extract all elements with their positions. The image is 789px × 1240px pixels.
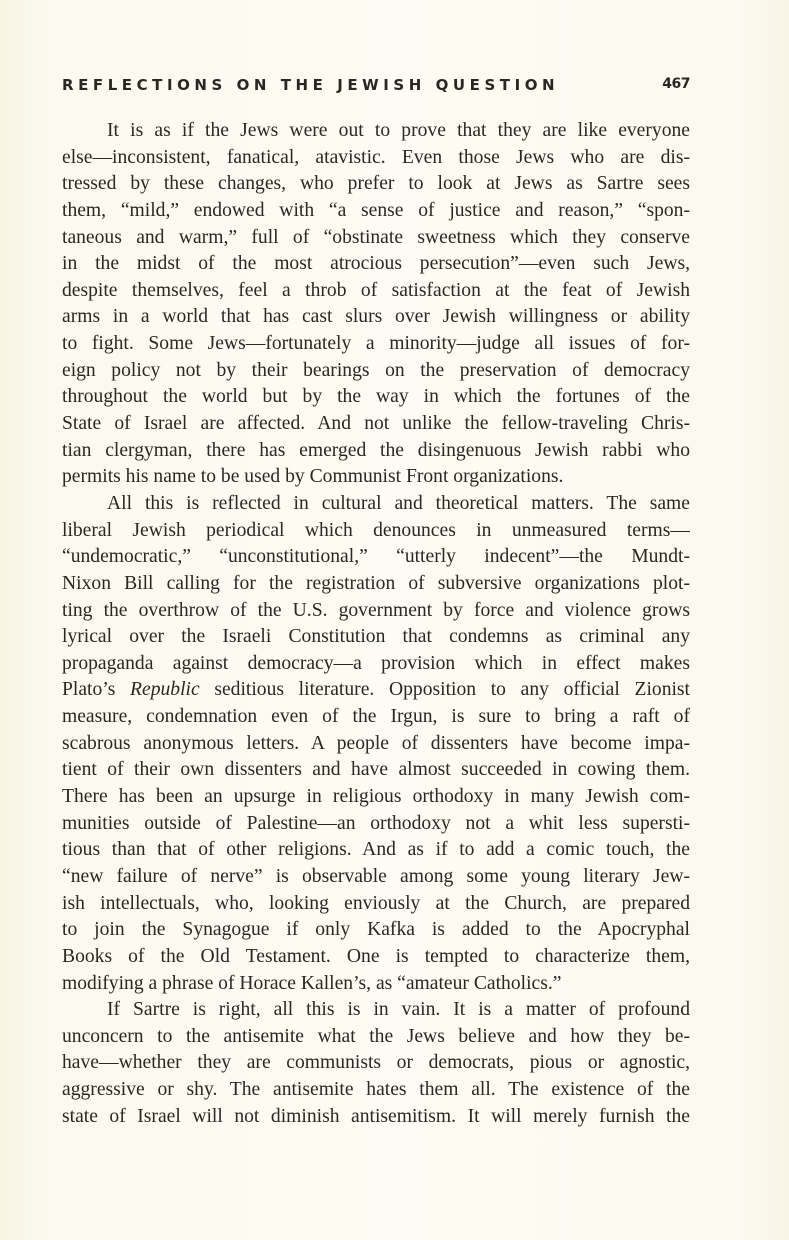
italic-title-republic: Republic xyxy=(130,679,200,701)
text-line: to fight. Some Jews—fortunately a minority—judge all issues of for- xyxy=(62,333,690,355)
text-line: Books of the Old Testament. One is tempted to characterize them, xyxy=(62,945,690,967)
text-line: arms in a world that has cast slurs over Jewish willingness or ability xyxy=(62,306,690,328)
text-line: throughout the world but by the way in which the fortunes of the xyxy=(62,386,690,408)
text-line: them, “mild,” endowed with “a sense of justice and reason,” “spon- xyxy=(62,199,690,221)
running-head-title: REFLECTIONS ON THE JEWISH QUESTION xyxy=(62,76,560,94)
text-line: “undemocratic,” “unconstitutional,” “utterly indecent”—the Mundt- xyxy=(62,546,690,568)
text-line: eign policy not by their bearings on the preservation of democracy xyxy=(62,359,690,381)
text-line: aggressive or shy. The antisemite hates them all. The existence of the xyxy=(62,1079,690,1101)
text-line-with-italic xyxy=(62,677,690,704)
text-line: liberal Jewish periodical which denounces in unmeasured terms— xyxy=(62,519,690,541)
text-line: have—whether they are communists or democrats, pious or agnostic, xyxy=(62,1052,690,1074)
text-line: to join the Synagogue if only Kafka is added to the Apocryphal xyxy=(62,919,690,941)
paragraph-3 xyxy=(62,997,690,1130)
text-line: Nixon Bill calling for the registration of subversive organizations plot- xyxy=(62,572,690,594)
text-line: permits his name to be used by Communist Front organizations. xyxy=(62,466,564,488)
text-line: All this is reflected in cultural and theoretical matters. The same xyxy=(107,492,690,514)
paragraph-1 xyxy=(62,118,690,491)
text-line: ting the overthrow of the U.S. government by force and violence grows xyxy=(62,599,690,621)
text-run: Plato’s xyxy=(62,679,131,701)
text-line: despite themselves, feel a throb of satisfaction at the feat of Jewish xyxy=(62,279,690,301)
text-line: tian clergyman, there has emerged the disingenuous Jewish rabbi who xyxy=(62,439,690,461)
paragraph-2 xyxy=(62,491,690,997)
text-line: tient of their own dissenters and have almost succeeded in cowing them. xyxy=(62,759,690,781)
text-line: State of Israel are affected. And not unlike the fellow-traveling Chris- xyxy=(62,413,690,435)
body-text xyxy=(62,118,690,1130)
text-line: tious than that of other religions. And as if to add a comic touch, the xyxy=(62,839,690,861)
text-line: There has been an upsurge in religious orthodoxy in many Jewish com- xyxy=(62,786,690,808)
text-line: scabrous anonymous letters. A people of dissenters have become impa- xyxy=(62,732,690,754)
text-line: unconcern to the antisemite what the Jews believe and how they be- xyxy=(62,1025,690,1047)
text-line: ish intellectuals, who, looking enviously at the Church, are prepared xyxy=(62,892,690,914)
text-line: measure, condemnation even of the Irgun, is sure to bring a raft of xyxy=(62,706,690,728)
text-line: lyrical over the Israeli Constitution that condemns as criminal any xyxy=(62,626,690,648)
page-number: 467 xyxy=(662,76,690,92)
text-run: seditious literature. Opposition to any official Zionist xyxy=(199,679,690,701)
text-line: else—inconsistent, fanatical, atavistic. Even those Jews who are dis- xyxy=(62,146,690,168)
text-line: tressed by these changes, who prefer to look at Jews as Sartre sees xyxy=(62,173,690,195)
text-line: modifying a phrase of Horace Kallen’s, as “amateur Catholics.” xyxy=(62,972,562,994)
text-line: “new failure of nerve” is observable among some young literary Jew- xyxy=(62,865,690,887)
text-line: in the midst of the most atrocious persecution”—even such Jews, xyxy=(62,253,690,275)
text-line: It is as if the Jews were out to prove that they are like everyone xyxy=(107,120,690,141)
text-line: propaganda against democracy—a provision which in effect makes xyxy=(62,652,690,674)
text-line: munities outside of Palestine—an orthodoxy not a whit less supersti- xyxy=(62,812,690,834)
text-line: state of Israel will not diminish antisemitism. It will merely furnish the xyxy=(62,1105,690,1127)
running-head xyxy=(62,76,690,98)
text-line: taneous and warm,” full of “obstinate sweetness which they conserve xyxy=(62,226,690,248)
text-line: If Sartre is right, all this is in vain. It is a matter of profound xyxy=(107,999,690,1021)
